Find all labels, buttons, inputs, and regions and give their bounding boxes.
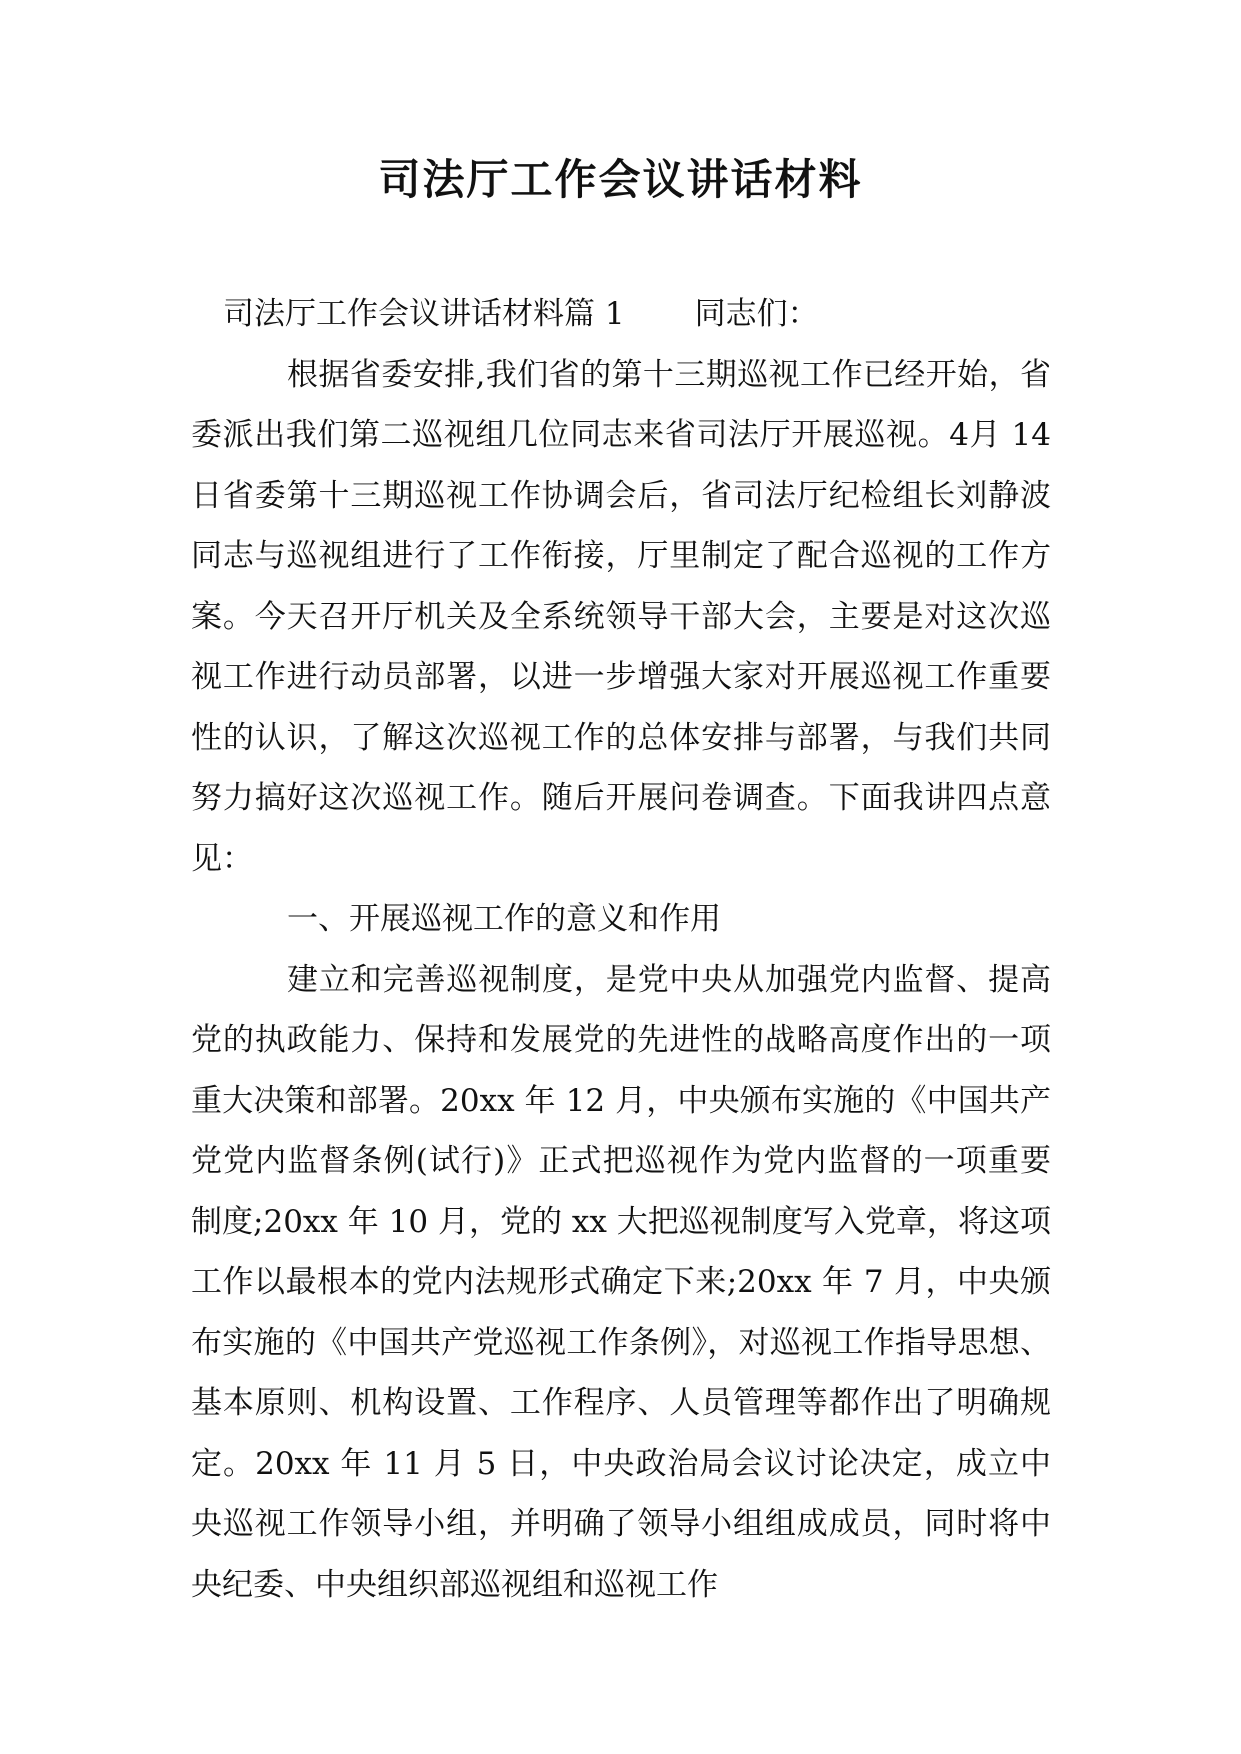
article-heading: 司法厅工作会议讲话材料篇 1 (223, 296, 625, 332)
opening-line (191, 284, 1051, 345)
paragraph-intro: 根据省委安排,我们省的第十三期巡视工作已经开始，省委派出我们第二巡视组几位同志来省司法厅开展巡视。4月 14 日省委第十三期巡视工作协调会后，省司法厅纪检组长刘静波同志与巡视组进行了工作衔接，厅里制定了配合巡视的工作方案。今天召开厅机关及全系统领导干部大会，主要是对这次巡视工作进行动员部署，以进一步增强大家对开展巡视工作重要性的认识，了解这次巡视工作的总体安排与部署，与我们共同努力搞好这次巡视工作。随后开展问卷调查。下面我讲四点意见： (191, 356, 1051, 877)
section-heading-1: 一、开展巡视工作的意义和作用 (287, 901, 721, 937)
document-body (191, 284, 1051, 1615)
document-title: 司法厅工作会议讲话材料 (378, 155, 863, 204)
salutation: 同志们： (694, 296, 819, 332)
paragraph-section-1: 建立和完善巡视制度，是党中央从加强党内监督、提高党的执政能力、保持和发展党的先进性的战略高度作出的一项重大决策和部署。20xx 年 12 月，中央颁布实施的《中国共产党党内监督条例(试行)》正式把巡视作为党内监督的一项重要制度;20xx 年 10 月，党的 xx 大把巡视制度写入党章，将这项工作以最根本的党内法规形式确定下来;20xx 年 7 月，中央颁布实施的《中国共产党巡视工作条例》，对巡视工作指导思想、基本原则、机构设置、工作程序、人员管理等都作出了明确规定。20xx 年 11 月 5 日，中央政治局会议讨论决定，成立中央巡视工作领导小组，并明确了领导小组组成成员，同时将中央纪委、中央组织部巡视组和巡视工作 (191, 961, 1051, 1603)
